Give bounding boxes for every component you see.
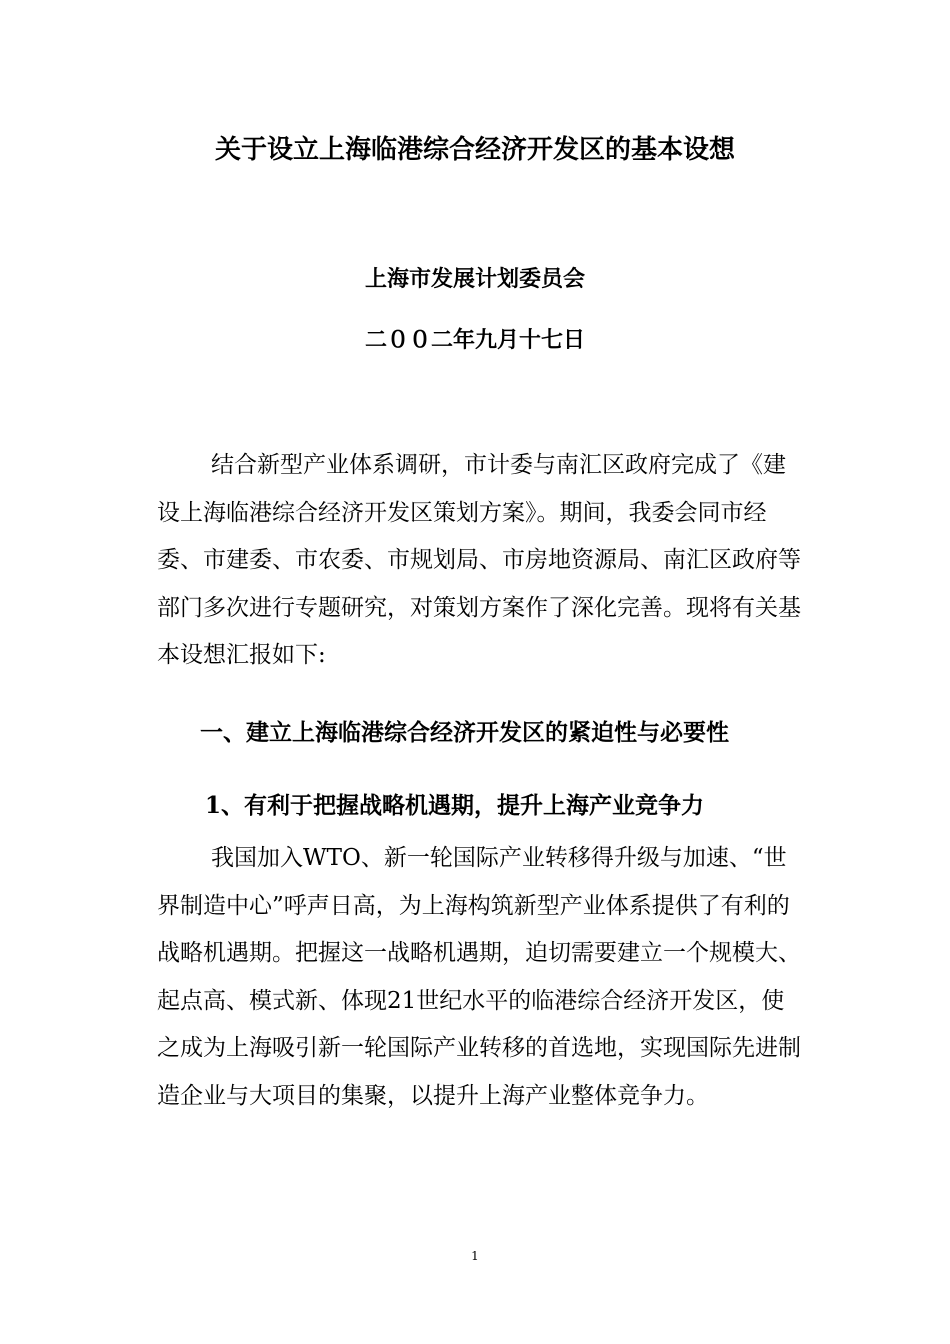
intro-paragraph: 结合新型产业体系调研，市计委与南汇区政府完成了《建设上海临港综合经济开发区策划方案》。期间，我委会同市经委、市建委、市农委、市规划局、市房地资源局、南汇区政府等部门多次进行专题研究，对策划方案作了深化完善。现将有关基本设想汇报如下: xyxy=(157,452,801,668)
document-date: 二００二年九月十七日 xyxy=(364,327,585,353)
subsection-heading: 1、有利于把握战略机遇期，提升上海产业竞争力 xyxy=(205,792,705,819)
body-paragraph: 我国加入WTO、新一轮国际产业转移得升级与加速、“世界制造中心”呼声日高，为上海构筑新型产业体系提供了有利的战略机遇期。把握这一战略机遇期，迫切需要建立一个规模大、起点高、模式新、体现21世纪水平的临港综合经济开发区，使之成为上海吸引新一轮国际产业转移的首选地，实现国际先进制造企业与大项目的集聚，以提升上海产业整体竞争力。 xyxy=(157,845,801,1109)
issuing-organization: 上海市发展计划委员会 xyxy=(364,266,585,292)
section-heading: 一、建立上海临港综合经济开发区的紧迫性与必要性 xyxy=(200,720,729,746)
page-number: 1 xyxy=(471,1249,479,1263)
document-title: 关于设立上海临港综合经济开发区的基本设想 xyxy=(214,135,735,165)
